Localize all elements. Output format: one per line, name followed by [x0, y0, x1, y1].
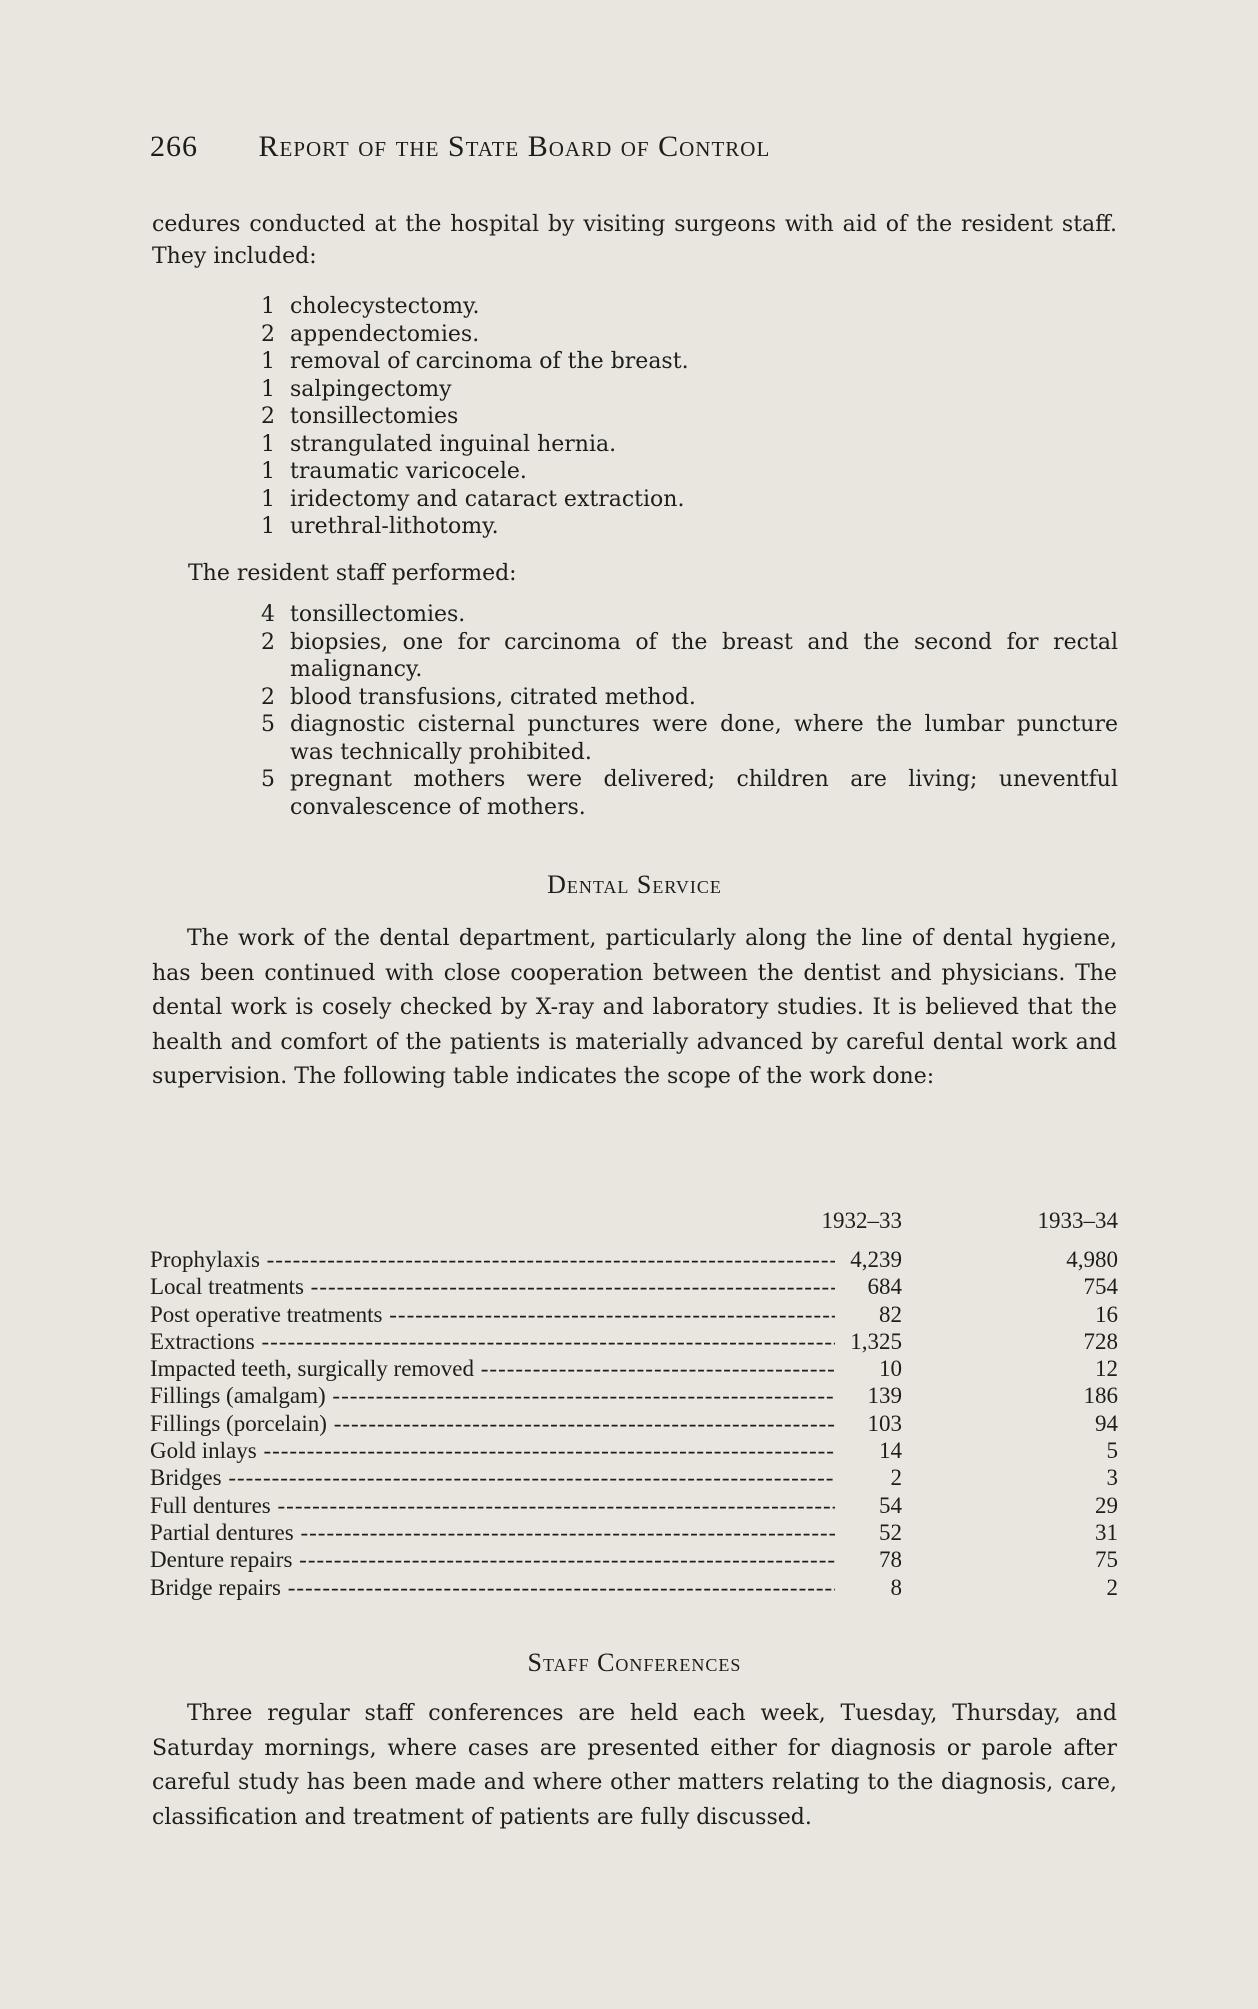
table-row: Denture repairs ----- 78 75 — [150, 1546, 1118, 1573]
resident-intro: The resident staff performed: — [188, 561, 517, 586]
table-row: Fillings (amalgam) ----- 139 186 — [150, 1382, 1118, 1409]
list-item: 1 iridectomy and cataract extraction. — [261, 486, 685, 512]
procedure-list — [255, 293, 955, 541]
table-row: Fillings (porcelain) ----- 103 94 — [150, 1410, 1118, 1437]
list-item: 2 blood transfusions, citrated method. — [261, 684, 696, 710]
list-item: 1 removal of carcinoma of the breast. — [261, 349, 689, 374]
resident-procedure-list — [255, 601, 1118, 821]
table-row: Impacted teeth, surgically removed ----- 10 12 — [150, 1355, 1118, 1382]
table-row: Full dentures ----- 54 29 — [150, 1492, 1118, 1519]
conferences-paragraph: Three regular staff conferences are held each week, Tuesday, Thursday, and Saturday mornings, where cases are presented either for diagnosis or parole after careful study has been made and where other matters relating to the diagnosis, care, classification and treatment of patients are fully discussed. — [152, 1701, 1117, 1830]
table-row: Partial dentures ----- 52 31 — [150, 1519, 1118, 1546]
staff-conferences-heading: Staff Conferences — [527, 1648, 742, 1677]
intro-paragraph: cedures conducted at the hospital by visiting surgeons with aid of the resident staff. They included: — [152, 212, 1117, 269]
list-item: 5 pregnant mothers were delivered; children are living; uneventful convalescence of mothers. — [261, 767, 1118, 820]
table-row: Prophylaxis ----- 4,239 4,980 — [150, 1246, 1118, 1273]
table-row: Gold inlays ----- 14 5 — [150, 1437, 1118, 1464]
list-item: 4 tonsillectomies. — [261, 602, 466, 627]
table-header — [150, 1208, 1118, 1246]
table-row: Bridges ----- 2 3 — [150, 1464, 1118, 1491]
list-item: 2 tonsillectomies — [261, 404, 459, 429]
column-header-1933-34: 1933–34 — [1037, 1208, 1118, 1233]
dental-service-heading: Dental Service — [547, 870, 722, 899]
list-item: 2 biopsies, one for carcinoma of the breast and the second for rectal malignancy. — [261, 629, 1118, 682]
table-row: Local treatments ----- 684 754 — [150, 1273, 1118, 1300]
dental-work-table — [150, 1208, 1118, 1601]
list-item: 1 urethral-lithotomy. — [261, 514, 499, 539]
table-row: Extractions ----- 1,325 728 — [150, 1328, 1118, 1355]
list-item: 1 strangulated inguinal hernia. — [261, 431, 617, 457]
list-item: 1 cholecystectomy. — [261, 294, 480, 319]
dental-paragraph: The work of the dental department, particularly along the line of dental hygiene, has been continued with close cooperation between the dentist and physicians. The dental work is cosely checked by X-ray and laboratory studies. It is believed that the health and comfort of the patients is materially advanced by careful dental work and supervision. The following table indicates the scope of the work done: — [152, 926, 1117, 1089]
list-item: 1 salpingectomy — [261, 376, 452, 402]
column-header-1932-33: 1932–33 — [821, 1208, 902, 1233]
report-title: Report of the State Board of Control — [258, 130, 771, 163]
running-head — [150, 130, 1110, 164]
list-item: 2 appendectomies. — [261, 321, 480, 347]
table-row: Post operative treatments ----- 82 16 — [150, 1301, 1118, 1328]
table-row: Bridge repairs ----- 8 2 — [150, 1574, 1118, 1601]
list-item: 1 traumatic varicocele. — [261, 459, 527, 484]
list-item: 5 diagnostic cisternal punctures were done, where the lumbar puncture was technically prohibited. — [261, 712, 1118, 765]
page-number: 266 — [150, 130, 198, 163]
